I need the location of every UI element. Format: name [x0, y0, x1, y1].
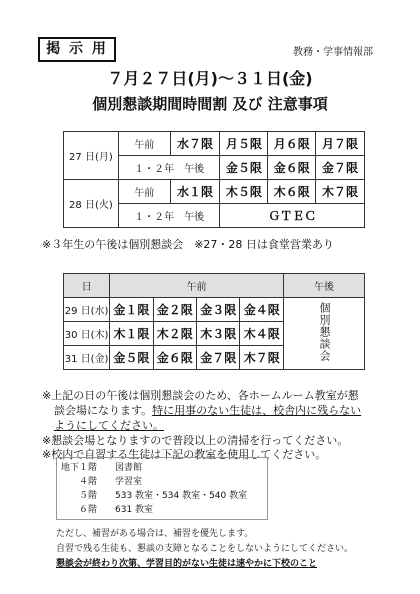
header-afternoon: 午後 — [283, 274, 364, 298]
period-cell: 木２限 — [153, 322, 196, 346]
table-header-row — [64, 274, 365, 298]
period-cell: 木５限 — [220, 180, 268, 204]
note-1-line-2 — [54, 402, 361, 418]
gtec-cell: ＧＴＥＣ — [220, 204, 365, 228]
period-cell: 月７限 — [316, 132, 365, 156]
session-label: １・２年 午後 — [118, 204, 220, 228]
period-cell: 水１限 — [170, 180, 220, 204]
period-cell: 金５限 — [220, 156, 268, 180]
room-floor: 地下１階 — [61, 463, 98, 473]
schedule-table-2 — [63, 273, 365, 370]
table-row — [64, 298, 365, 322]
period-cell: 金５限 — [110, 346, 153, 370]
period-cell: 木１限 — [110, 322, 153, 346]
note-3: ※校内で自習する生徒は下記の教室を使用してください。 — [42, 448, 327, 461]
afternoon-conference-text: 個別懇談会 — [317, 301, 331, 362]
date-cell: 31 日(金) — [64, 346, 110, 370]
date-cell: 28 日(火) — [64, 180, 119, 228]
date-cell: 30 日(木) — [64, 322, 110, 346]
note-1-line-3: ようにしてください。 — [54, 419, 164, 432]
period-cell: 水７限 — [170, 132, 220, 156]
period-cell: 月６限 — [268, 132, 316, 156]
room-floor: ４階 — [79, 477, 98, 487]
date-cell: 29 日(水) — [64, 298, 110, 322]
session-label: 午前 — [118, 180, 170, 204]
period-cell: 金６限 — [268, 156, 316, 180]
room-floor: ５階 — [79, 491, 98, 501]
period-cell: 木３限 — [197, 322, 240, 346]
note-1-line-1: ※上記の日の午後は個別懇談会のため、各ホームルーム教室が懇 — [42, 389, 359, 402]
note-1-line-2a: 談会場になります。 — [54, 404, 153, 417]
period-cell: 木７限 — [316, 180, 365, 204]
table-row — [64, 180, 365, 204]
period-cell: 金７限 — [197, 346, 240, 370]
period-cell: 金６限 — [153, 346, 196, 370]
period-cell: 金２限 — [153, 298, 196, 322]
date-cell: 27 日(月) — [64, 132, 119, 180]
session-label: １・２年 午後 — [118, 156, 220, 180]
header-date: 日 — [64, 274, 110, 298]
table-row — [64, 132, 365, 156]
afternoon-conference-cell — [283, 298, 364, 370]
period-cell: 金３限 — [197, 298, 240, 322]
period-cell: 木４限 — [240, 322, 283, 346]
room-name: 学習室 — [115, 477, 143, 487]
footer-note-1: ただし、補習がある場合は、補習を優先します。 — [56, 529, 254, 539]
period-cell: 金４限 — [240, 298, 283, 322]
period-cell: 金７限 — [316, 156, 365, 180]
date-range-title: ７月２７日(月)～３１日(金) — [107, 69, 313, 88]
period-cell: 木７限 — [240, 346, 283, 370]
footer-note-3: 懇談会が終わり次第、学習目的がない生徒は速やかに下校のこと — [56, 559, 318, 569]
note-1-emphasis: 特に用事のない生徒は、校舎内に残らない — [152, 404, 362, 417]
period-cell: 金１限 — [110, 298, 153, 322]
room-name: 533 教室・534 教室・540 教室 — [115, 491, 248, 501]
schedule-title: 個別懇談期間時間割 及び 注意事項 — [92, 95, 328, 113]
department-label: 教務・学事情報部 — [293, 47, 373, 58]
room-name: 631 教室 — [115, 505, 154, 515]
schedule-table-1 — [63, 131, 365, 228]
room-name: 図書館 — [115, 463, 143, 473]
study-rooms-box — [56, 457, 268, 520]
note-2: ※懇談会場となりますので普段以上の清掃を行ってください。 — [42, 434, 349, 447]
notice-badge: 掲 示 用 — [38, 37, 116, 62]
room-floor: ６階 — [79, 505, 98, 515]
period-cell: 月５限 — [220, 132, 268, 156]
mid-note: ※３年生の午後は個別懇談会 ※27・28 日は食堂営業あり — [42, 238, 334, 251]
header-morning: 午前 — [110, 274, 284, 298]
session-label: 午前 — [118, 132, 170, 156]
footer-note-2: 自習で残る生徒も、懇談の支障となることをしないようにしてください。 — [56, 544, 354, 554]
period-cell: 木６限 — [268, 180, 316, 204]
